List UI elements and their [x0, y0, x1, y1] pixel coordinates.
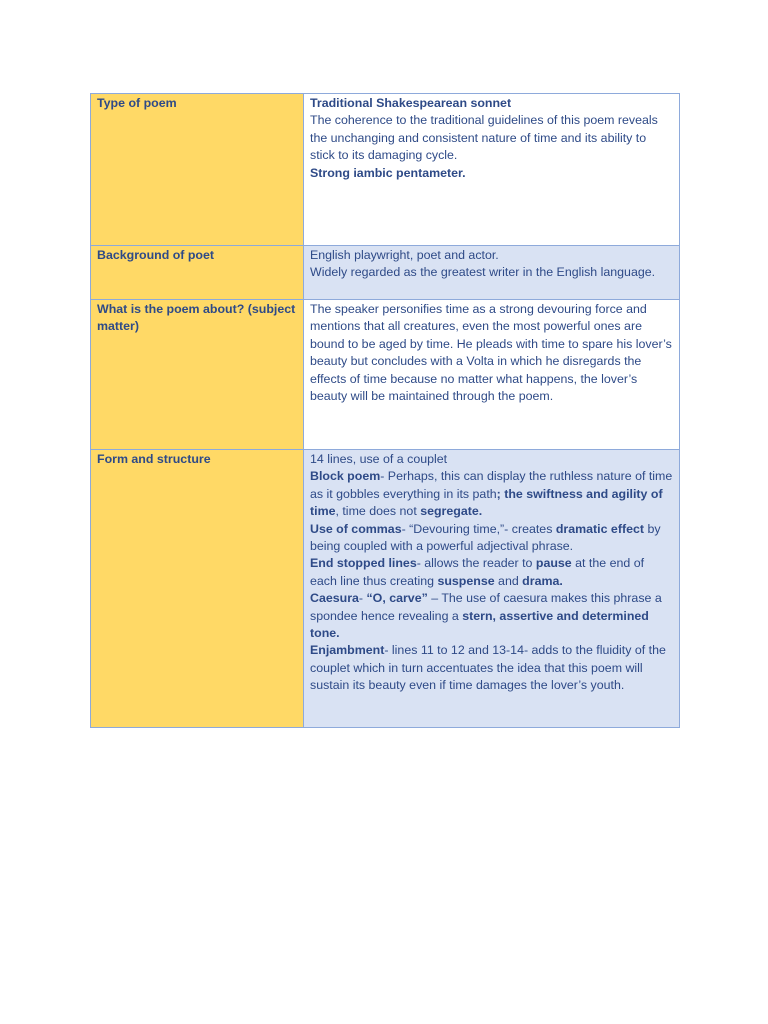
- paragraph: [310, 247, 673, 264]
- text-run: The speaker personifies time as a strong devouring force and mentions that all creatures, even the most powerful ones are bound to be aged by time. He pleads with time to spare his lover’s beauty but concludes with a Volta in which he disregards the effects of time because no matter what happens, the lover’s beauty will be maintained through the poem.: [310, 302, 672, 404]
- bold-text: Use of commas: [310, 521, 402, 536]
- bold-text: drama.: [522, 573, 563, 588]
- row-value: [304, 246, 680, 300]
- bold-text: Caesura: [310, 591, 359, 606]
- bold-text: stern, assertive and determined tone.: [310, 608, 649, 641]
- text-run: - allows the reader to: [416, 556, 536, 571]
- bold-text: suspense: [437, 573, 495, 588]
- row-label: What is the poem about? (subject matter): [91, 300, 304, 450]
- paragraph: [310, 451, 673, 468]
- paragraph: [310, 95, 673, 112]
- bold-text: Strong iambic pentameter.: [310, 165, 466, 180]
- paragraph: [310, 301, 673, 405]
- bold-text: pause: [535, 556, 572, 571]
- paragraph: [310, 112, 673, 164]
- bold-text: Enjambment: [310, 643, 385, 658]
- text-run: English playwright, poet and actor.: [310, 248, 499, 262]
- text-run: -: [358, 591, 367, 606]
- row-value: [304, 94, 680, 246]
- bold-text: Block poem: [310, 469, 381, 484]
- text-run: Widely regarded as the greatest writer in the English language.: [310, 265, 656, 280]
- text-run: The coherence to the traditional guidelines of this poem reveals the unchanging and consistent nature of time and its ability to stick to its damaging cycle.: [310, 113, 658, 163]
- text-run: at the end of each line thus creating: [310, 556, 645, 588]
- row-label: Type of poem: [91, 94, 304, 246]
- text-run: by being coupled with a powerful adjectival phrase.: [310, 521, 661, 554]
- bold-text: dramatic effect: [555, 521, 644, 536]
- row-value: [304, 450, 680, 728]
- bold-text: Traditional Shakespearean sonnet: [310, 96, 512, 110]
- text-run: - lines 11 to 12 and 13-14- adds to the fluidity of the couplet which in turn accentuates the idea that this poem will sustain its beauty even if time damages the lover’s youth.: [310, 643, 666, 693]
- table-row-background-of-poet: [91, 246, 680, 300]
- bold-text: End stopped lines: [310, 556, 417, 571]
- bold-text: segregate.: [420, 504, 483, 519]
- text-run: - Perhaps, this can display the ruthless nature of time as it gobbles everything in its path: [310, 469, 673, 501]
- row-label: Form and structure: [91, 450, 304, 728]
- text-run: , time does not: [335, 504, 421, 519]
- paragraph: [310, 521, 673, 556]
- table-row-form-and-structure: [91, 450, 680, 728]
- bold-text: “O, carve”: [366, 591, 428, 606]
- text-run: 14 lines, use of a couplet: [310, 452, 448, 466]
- paragraph: [310, 555, 673, 590]
- table-row-type-of-poem: [91, 94, 680, 246]
- paragraph: [310, 590, 673, 642]
- paragraph: [310, 264, 673, 281]
- poem-analysis-table: [90, 93, 680, 728]
- bold-text: ; the swiftness and agility of time: [310, 486, 663, 519]
- paragraph: [310, 165, 673, 182]
- text-run: - “Devouring time,”- creates: [401, 521, 556, 536]
- paragraph: [310, 468, 673, 520]
- paragraph: [310, 642, 673, 694]
- text-run: – The use of caesura makes this phrase a spondee hence revealing a: [310, 591, 662, 623]
- table-row-subject-matter: [91, 300, 680, 450]
- text-run: and: [494, 573, 523, 588]
- row-label: Background of poet: [91, 246, 304, 300]
- row-value: [304, 300, 680, 450]
